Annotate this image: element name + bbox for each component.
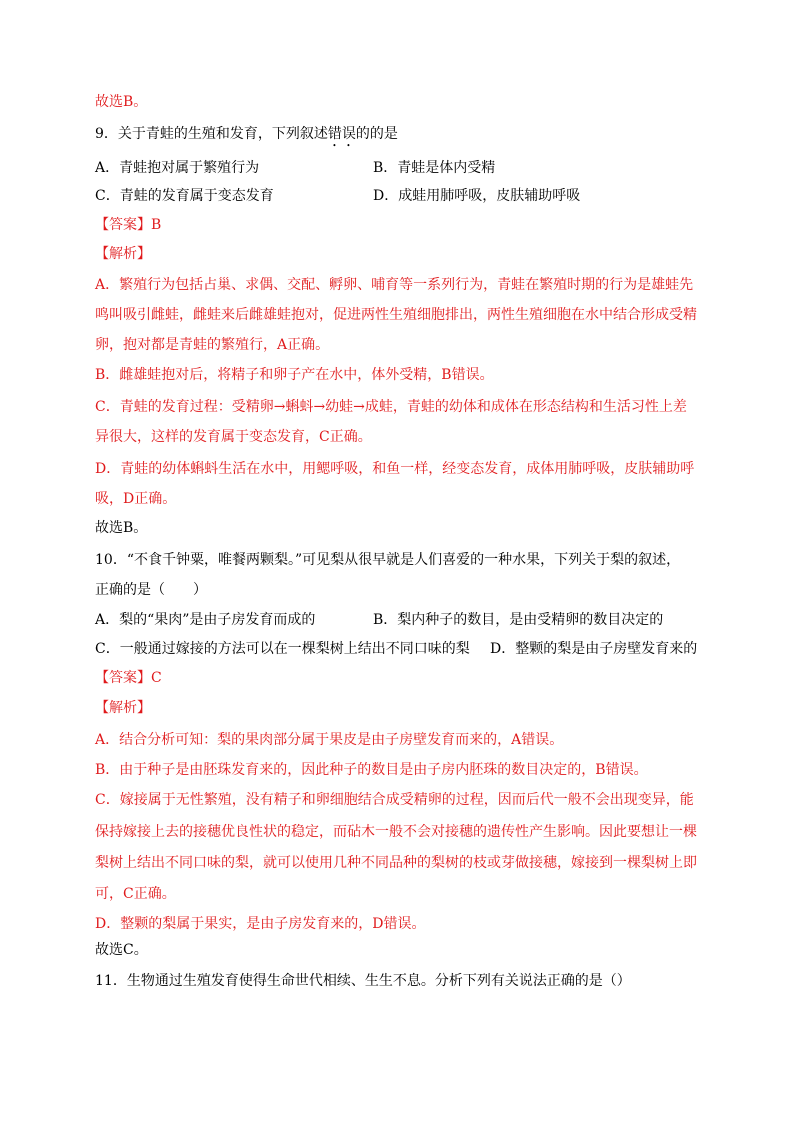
question-10-answer: 【答案】C [95, 670, 162, 686]
question-9-stem [95, 124, 398, 144]
question-10-explanation-line: 梨树上结出不同口味的梨，就可以使用几种不同品种的梨树的枝或芽做接穗，嫁接到一棵梨树上即 [95, 855, 697, 871]
question-10-option-b: B．梨内种子的数目，是由受精卵的数目决定的 [373, 612, 664, 628]
question-10-explanation-line: 保持嫁接上去的接穗优良性状的稳定，而砧木一般不会对接穗的遗传性产生影响。因此要想让一棵 [95, 824, 697, 840]
question-9-explanation-line: C．青蛙的发育过程：受精卵→蝌蚪→幼蛙→成蛙，青蛙的幼体和成体在形态结构和生活习性上差 [95, 399, 687, 415]
question-11-stem: 11．生物通过生殖发育使得生命世代相续、生生不息。分析下列有关说法正确的是（） [95, 973, 631, 989]
question-9-analysis-heading: 【解析】 [95, 246, 151, 262]
question-9-explanation-line: 异很大，这样的发育属于变态发育，C正确。 [95, 429, 372, 445]
question-10-option-a: A．梨的“果肉”是由子房发育而成的 [95, 612, 316, 628]
question-9-explanation-line: B．雌雄蛙抱对后，将精子和卵子产在水中，体外受精，B错误。 [95, 367, 494, 383]
prev-conclusion: 故选B。 [95, 94, 148, 110]
question-9-conclusion: 故选B。 [95, 520, 148, 536]
question-10-explanation-line: A．结合分析可知：梨的果肉部分属于果皮是由子房壁发育而来的，A错误。 [95, 732, 564, 748]
question-9-stem-suffix: 的的是 [355, 126, 398, 142]
question-9-option-c: C．青蛙的发育属于变态发育 [95, 188, 274, 204]
question-10-option-c: C．一般通过嫁接的方法可以在一棵梨树上结出不同口味的梨 [95, 641, 470, 657]
question-9-option-a: A．青蛙抱对属于繁殖行为 [95, 160, 260, 176]
question-9-answer: 【答案】B [95, 217, 162, 233]
question-10-explanation-line: D．整颗的梨属于果实，是由子房发育来的，D错误。 [95, 916, 426, 932]
question-9-stem-prefix: 9．关于青蛙的生殖和发育，下列叙述 [95, 126, 328, 142]
question-9-explanation-line: 吸，D正确。 [95, 491, 177, 507]
question-10-stem-continued: 正确的是（ ） [95, 582, 207, 598]
question-9-explanation-line: A．繁殖行为包括占巢、求偶、交配、孵卵、哺育等一系列行为，青蛙在繁殖时期的行为是雄蛙先 [95, 277, 694, 293]
question-9-option-d: D．成蛙用肺呼吸，皮肤辅助呼吸 [373, 188, 581, 204]
question-10-explanation-line: 可，C正确。 [95, 886, 176, 902]
question-10-analysis-heading: 【解析】 [95, 700, 151, 716]
question-9-option-b: B．青蛙是体内受精 [373, 160, 496, 176]
question-9-explanation-line: D．青蛙的幼体蝌蚪生活在水中，用鳃呼吸，和鱼一样，经变态发育，成体用肺呼吸，皮肤辅助呼 [95, 461, 695, 477]
question-9-explanation-line: 卵，抱对都是青蛙的繁殖行，A正确。 [95, 337, 330, 353]
question-10-explanation-line: B．由于种子是由胚珠发育来的，因此种子的数目是由子房内胚珠的数目决定的，B错误。 [95, 762, 648, 778]
question-10-explanation-line: C．嫁接属于无性繁殖，没有精子和卵细胞结合成受精卵的过程，因而后代一般不会出现变异，能 [95, 792, 694, 808]
question-9-emphasis: 错误 [327, 126, 356, 142]
question-9-explanation-line: 鸣叫吸引雌蛙，雌蛙来后雌雄蛙抱对，促进两性生殖细胞排出，两性生殖细胞在水中结合形成受精 [95, 307, 697, 323]
question-10-conclusion: 故选C。 [95, 942, 148, 958]
question-10-option-d: D．整颗的梨是由子房壁发育来的 [490, 641, 698, 657]
question-10-stem: 10．“不食千钟粟，唯餐两颗梨。”可见梨从很早就是人们喜爱的一种水果，下列关于梨的叙述， [95, 552, 681, 568]
